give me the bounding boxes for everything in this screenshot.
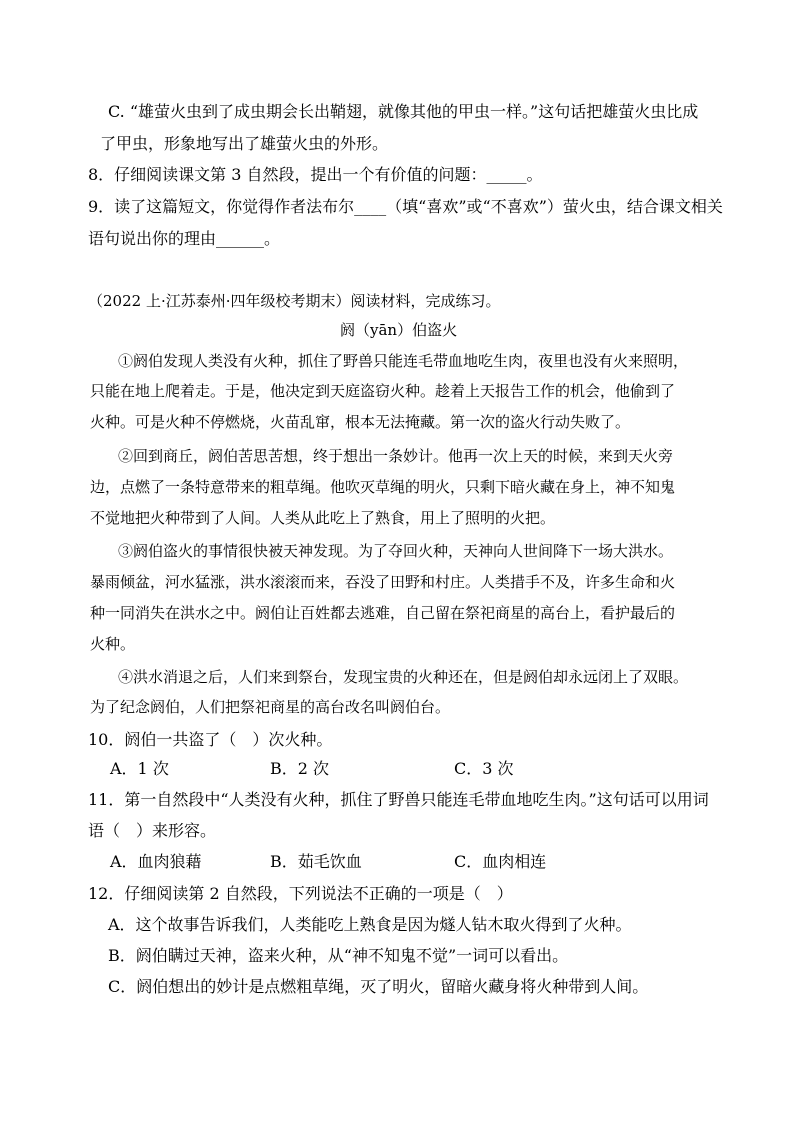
- question-11-line2: 语（ ）来形容。: [88, 821, 217, 840]
- question-10: 10．阏伯一共盗了（ ）次火种。: [88, 730, 333, 749]
- q11-option-a[interactable]: A．血肉狼藉: [110, 852, 202, 871]
- question-9-line2: 语句说出你的理由______。: [88, 229, 281, 248]
- passage-p3-line4: 火种。: [90, 635, 136, 653]
- q10-option-a[interactable]: A．1 次: [110, 759, 169, 778]
- passage-p1-line3: 火种。可是火种不停燃烧，火苗乱窜，根本无法掩藏。第一次的盗火行动失败了。: [90, 413, 631, 431]
- q12-option-c[interactable]: C．阏伯想出的妙计是点燃粗草绳，灭了明火，留暗火藏身将火种带到人间。: [108, 977, 649, 996]
- q7-option-c-line1: C. “雄萤火虫到了成虫期会长出鞘翅，就像其他的甲虫一样。”这句话把雄萤火虫比成: [108, 102, 699, 121]
- q12-option-a[interactable]: A．这个故事告诉我们，人类能吃上熟食是因为燧人钻木取火得到了火种。: [108, 915, 632, 934]
- passage-p4-line2: 为了纪念阏伯，人们把祭祀商星的高台改名叫阏伯台。: [90, 698, 451, 716]
- question-9-line1: 9．读了这篇短文，你觉得作者法布尔____（填“喜欢”或“不喜欢”）萤火虫，结合课文相关: [88, 197, 723, 216]
- q11-option-c[interactable]: C．血肉相连: [454, 852, 547, 871]
- passage-p3-line2: 暴雨倾盆，河水猛涨，洪水滚滚而来，吞没了田野和村庄。人类措手不及，许多生命和火: [90, 573, 676, 591]
- passage-p2-line1: ②回到商丘，阏伯苦思苦想，终于想出一条妙计。他再一次上天的时候，来到天火旁: [118, 447, 674, 465]
- q7-option-c-line2: 了甲虫，形象地写出了雄萤火虫的外形。: [100, 134, 389, 153]
- passage-title: 阏（yān）伯盗火: [340, 321, 458, 339]
- question-12: 12．仔细阅读第 2 自然段，下列说法不正确的一项是（ ）: [88, 884, 513, 903]
- passage-p4-line1: ④洪水消退之后，人们来到祭台，发现宝贵的火种还在，但是阏伯却永远闭上了双眼。: [118, 668, 689, 686]
- question-8: 8．仔细阅读课文第 3 自然段，提出一个有价值的问题：_____。: [88, 165, 543, 184]
- passage-p3-line1: ③阏伯盗火的事情很快被天神发现。为了夺回火种，天神向人世间降下一场大洪水。: [118, 542, 674, 560]
- passage-p2-line2: 边，点燃了一条特意带来的粗草绳。他吹灭草绳的明火，只剩下暗火藏在身上，神不知鬼: [90, 478, 676, 496]
- q10-option-c[interactable]: C．3 次: [454, 759, 514, 778]
- source-line: （2022 上·江苏泰州·四年级校考期末）阅读材料，完成练习。: [88, 292, 501, 310]
- q12-option-b[interactable]: B．阏伯瞒过天神，盗来火种，从“神不知鬼不觉”一词可以看出。: [108, 946, 569, 965]
- passage-p3-line3: 种一同消失在洪水之中。阏伯让百姓都去逃难，自己留在祭祀商星的高台上，看护最后的: [90, 604, 676, 622]
- q10-option-b[interactable]: B．2 次: [270, 759, 330, 778]
- passage-p1-line1: ①阏伯发现人类没有火种，抓住了野兽只能连毛带血地吃生肉，夜里也没有火来照明，: [118, 352, 689, 370]
- passage-p2-line3: 不觉地把火种带到了人间。人类从此吃上了熟食，用上了照明的火把。: [90, 509, 556, 527]
- passage-p1-line2: 只能在地上爬着走。于是，他决定到天庭盗窃火种。趁着上天报告工作的机会，他偷到了: [90, 382, 676, 400]
- question-11-line1: 11．第一自然段中“人类没有火种，抓住了野兽只能连毛带血地吃生肉。”这句话可以用词: [88, 790, 709, 809]
- q11-option-b[interactable]: B．茹毛饮血: [270, 852, 362, 871]
